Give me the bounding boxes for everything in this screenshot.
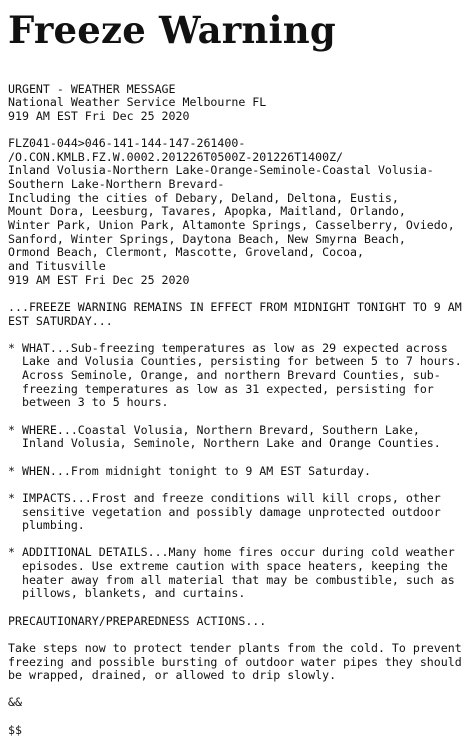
message-line: plumbing.	[8, 518, 85, 533]
message-line: Take steps now to protect tender plants from the cold. To prevent	[8, 640, 462, 655]
blank-line	[8, 287, 463, 301]
message-line: Winter Park, Union Park, Altamonte Springs, Casselberry, Oviedo,	[8, 218, 455, 233]
message-line: 919 AM EST Fri Dec 25 2020	[8, 272, 190, 287]
page-title: Freeze Warning	[8, 8, 336, 52]
message-line: ...FREEZE WARNING REMAINS IN EFFECT FROM MIDNIGHT TONIGHT TO 9 AM	[8, 299, 462, 314]
message-line: Ormond Beach, Clermont, Mascotte, Groveland, Cocoa,	[8, 245, 364, 260]
message-line: /O.CON.KMLB.FZ.W.0002.201226T0500Z-201226T1400Z/	[8, 149, 344, 164]
message-line: URGENT - WEATHER MESSAGE	[8, 81, 176, 96]
blank-line	[8, 533, 463, 547]
blank-line	[8, 451, 463, 465]
blank-line	[8, 410, 463, 424]
message-line: PRECAUTIONARY/PREPAREDNESS ACTIONS...	[8, 613, 267, 628]
message-line: National Weather Service Melbourne FL	[8, 95, 267, 110]
message-line: Mount Dora, Leesburg, Tavares, Apopka, Maitland, Orlando,	[8, 204, 406, 219]
message-line: EST SATURDAY...	[8, 313, 113, 328]
message-line: be wrapped, drained, or allowed to drip slowly.	[8, 668, 337, 683]
message-line: and Titusville	[8, 258, 106, 273]
message-line: heater away from all material that may be combustible, such as	[8, 572, 455, 587]
message-line: * WHAT...Sub-freezing temperatures as low as 29 expected across	[8, 340, 448, 355]
blank-line	[8, 710, 463, 724]
message-line: &&	[8, 695, 22, 710]
blank-line	[8, 478, 463, 492]
message-line: Southern Lake-Northern Brevard-	[8, 177, 225, 192]
message-line: episodes. Use extreme caution with space heaters, keeping the	[8, 559, 448, 574]
message-line: Including the cities of Debary, Deland, Deltona, Eustis,	[8, 190, 399, 205]
blank-line	[8, 328, 463, 342]
message-line: freezing temperatures as low as 31 expected, persisting for	[8, 381, 434, 396]
message-line: Across Seminole, Orange, and northern Brevard Counties, sub-	[8, 368, 441, 383]
blank-line	[8, 69, 463, 83]
message-line: * WHERE...Coastal Volusia, Northern Brevard, Southern Lake,	[8, 422, 420, 437]
message-line: FLZ041-044>046-141-144-147-261400-	[8, 136, 246, 151]
message-line: * IMPACTS...Frost and freeze conditions will kill crops, other	[8, 490, 441, 505]
blank-line	[8, 601, 463, 615]
message-line: Inland Volusia, Seminole, Northern Lake and Orange Counties.	[8, 436, 441, 451]
message-line: $$	[8, 722, 22, 737]
message-line: Lake and Volusia Counties, persisting for between 5 to 7 hours.	[8, 354, 462, 369]
message-line: sensitive vegetation and possibly damage unprotected outdoor	[8, 504, 441, 519]
weather-message-body	[8, 69, 463, 737]
blank-line	[8, 628, 463, 642]
message-line: between 3 to 5 hours.	[8, 395, 169, 410]
message-line: Inland Volusia-Northern Lake-Orange-Seminole-Coastal Volusia-	[8, 163, 434, 178]
message-line: * ADDITIONAL DETAILS...Many home fires occur during cold weather	[8, 545, 455, 560]
message-line: pillows, blankets, and curtains.	[8, 586, 246, 601]
message-line: Sanford, Winter Springs, Daytona Beach, New Smyrna Beach,	[8, 231, 406, 246]
message-line: 919 AM EST Fri Dec 25 2020	[8, 108, 190, 123]
blank-line	[8, 683, 463, 697]
message-line: freezing and possible bursting of outdoor water pipes they should	[8, 654, 462, 669]
blank-line	[8, 124, 463, 138]
message-line: * WHEN...From midnight tonight to 9 AM EST Saturday.	[8, 463, 371, 478]
